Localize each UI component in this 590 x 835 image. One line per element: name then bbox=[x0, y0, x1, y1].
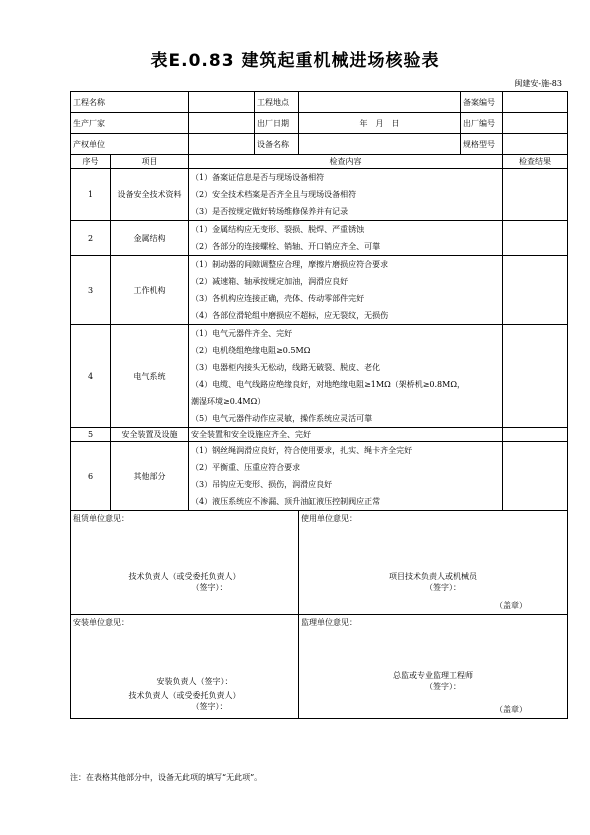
owner-unit-field[interactable] bbox=[189, 134, 255, 155]
check-line: （1）备案证信息是否与现场设备相符 bbox=[191, 173, 325, 182]
check-item-row bbox=[71, 428, 568, 442]
project-name-label: 工程名称 bbox=[71, 92, 189, 113]
form-title: 表E.0.83 建筑起重机械进场核验表 bbox=[150, 51, 440, 71]
result-field[interactable] bbox=[503, 428, 568, 442]
check-line: （3）吊钩应无变形、损伤，润滑应良好 bbox=[191, 480, 333, 489]
check-line: （4）各部位滑轮组中磨损应不超标，应无裂纹，无损伤 bbox=[191, 311, 389, 320]
form-code: 闽建安-施-83 bbox=[514, 79, 562, 88]
item-number: 1 bbox=[71, 169, 111, 221]
installer-opinion-title: 安装单位意见： bbox=[73, 618, 129, 627]
item-content bbox=[189, 256, 503, 325]
check-line: （2）各部分的连接螺栓、销轴、开口销应齐全、可靠 bbox=[191, 242, 381, 251]
footnote: 注：在表格其他部分中，设备无此项的填写“无此项”。 bbox=[70, 773, 263, 782]
item-number: 4 bbox=[71, 325, 111, 428]
user-seal-label: （盖章） bbox=[495, 601, 527, 610]
installer-signature-line1: 安装负责人（签字）： bbox=[156, 677, 233, 686]
item-content bbox=[189, 325, 503, 428]
check-line: （2）电机绕组绝缘电阻≥0.5MΩ bbox=[191, 346, 311, 355]
result-field[interactable] bbox=[503, 442, 568, 511]
check-line: （3）各机构应连接正确，壳体、传动零部件完好 bbox=[191, 294, 365, 303]
filing-number-label: 备案编号 bbox=[461, 92, 503, 113]
equipment-name-label: 设备名称 bbox=[255, 134, 299, 155]
model-spec-field[interactable] bbox=[503, 134, 568, 155]
lessor-signature-line1: 技术负责人（或受委托负责人） bbox=[128, 572, 241, 581]
check-line: （1）制动器的间隙调整应合理，摩擦片磨损应符合要求 bbox=[191, 260, 389, 269]
check-line: （2）减速箱、轴承按规定加油，润滑应良好 bbox=[191, 277, 349, 286]
manufacture-date-label: 出厂日期 bbox=[255, 113, 299, 134]
installer-signature-line2: 技术负责人（或受委托负责人） bbox=[128, 691, 241, 700]
project-location-field[interactable] bbox=[299, 92, 461, 113]
supervisor-opinion-cell[interactable] bbox=[299, 615, 568, 719]
item-number: 6 bbox=[71, 442, 111, 511]
check-line: （2）安全技术档案是否齐全且与现场设备相符 bbox=[191, 190, 357, 199]
item-content bbox=[189, 428, 503, 442]
installer-signature-line3: （签字）： bbox=[191, 702, 228, 711]
manufacture-date-field[interactable]: 年 月 日 bbox=[299, 113, 461, 134]
check-item-row bbox=[71, 442, 568, 511]
check-line: （1）电气元器件齐全、完好 bbox=[191, 329, 293, 338]
check-line: 安全装置和安全设施应齐全、完好 bbox=[191, 430, 311, 439]
check-item-row bbox=[71, 169, 568, 221]
manufacturer-label: 生产厂家 bbox=[71, 113, 189, 134]
lessor-opinion-title: 租赁单位意见： bbox=[73, 514, 129, 523]
check-line: （2）平衡重、压重应符合要求 bbox=[191, 463, 301, 472]
check-item-row bbox=[71, 221, 568, 256]
result-field[interactable] bbox=[503, 169, 568, 221]
model-spec-label: 规格型号 bbox=[461, 134, 503, 155]
check-line: （4）液压系统应不渗漏、顶升油缸液压控制阀应正常 bbox=[191, 497, 381, 506]
item-number: 3 bbox=[71, 256, 111, 325]
lessor-signature-line2: （签字）： bbox=[191, 583, 228, 592]
equipment-name-field[interactable] bbox=[299, 134, 461, 155]
supervisor-signature-line2: （签字）： bbox=[425, 682, 461, 691]
serial-number-field[interactable] bbox=[503, 113, 568, 134]
installer-opinion-cell[interactable] bbox=[71, 615, 299, 719]
result-field[interactable] bbox=[503, 221, 568, 256]
check-item-row bbox=[71, 256, 568, 325]
check-line: （4）电缆、电气线路应绝缘良好，对地绝缘电阻≥1MΩ（架桥机≥0.8MΩ， bbox=[191, 380, 465, 389]
header-item: 项目 bbox=[111, 155, 189, 169]
result-field[interactable] bbox=[503, 325, 568, 428]
item-name: 金属结构 bbox=[111, 221, 189, 256]
item-content bbox=[189, 169, 503, 221]
supervisor-opinion-title: 监理单位意见： bbox=[301, 618, 357, 627]
item-number: 5 bbox=[71, 428, 111, 442]
item-content bbox=[189, 221, 503, 256]
serial-number-label: 出厂编号 bbox=[461, 113, 503, 134]
item-name: 工作机构 bbox=[111, 256, 189, 325]
filing-number-field[interactable] bbox=[503, 92, 568, 113]
result-field[interactable] bbox=[503, 256, 568, 325]
item-content bbox=[189, 442, 503, 511]
inspection-table bbox=[70, 91, 568, 719]
header-no: 序号 bbox=[71, 155, 111, 169]
header-content: 检查内容 bbox=[189, 155, 503, 169]
header-result: 检查结果 bbox=[503, 155, 568, 169]
item-name: 安全装置及设施 bbox=[111, 428, 189, 442]
check-line: （3）电器柜内接头无松动，线路无破裂、脱皮、老化 bbox=[191, 363, 381, 372]
check-line: （1）金属结构应无变形、裂损、脱焊、严重锈蚀 bbox=[191, 225, 365, 234]
user-signature-line2: （签字）： bbox=[425, 583, 461, 592]
check-line: （5）电气元器件动作应灵敏，操作系统应灵活可靠 bbox=[191, 414, 373, 423]
supervisor-signature-line1: 总监或专业监理工程师 bbox=[393, 671, 473, 680]
owner-unit-label: 产权单位 bbox=[71, 134, 189, 155]
check-line: （3）是否按规定做好转场维修保养并有记录 bbox=[191, 207, 349, 216]
supervisor-seal-label: （盖章） bbox=[495, 705, 527, 714]
manufacturer-field[interactable] bbox=[189, 113, 255, 134]
project-location-label: 工程地点 bbox=[255, 92, 299, 113]
user-opinion-cell[interactable] bbox=[299, 511, 568, 615]
item-number: 2 bbox=[71, 221, 111, 256]
check-line: （1）钢丝绳润滑应良好，符合使用要求，扎实、绳卡齐全完好 bbox=[191, 446, 413, 455]
project-name-field[interactable] bbox=[189, 92, 255, 113]
user-opinion-title: 使用单位意见： bbox=[301, 514, 357, 523]
user-signature-line1: 项目技术负责人或机械员 bbox=[389, 572, 477, 581]
check-line: 潮湿环境≥0.4MΩ） bbox=[191, 397, 266, 406]
item-name: 电气系统 bbox=[111, 325, 189, 428]
lessor-opinion-cell[interactable] bbox=[71, 511, 299, 615]
check-item-row bbox=[71, 325, 568, 428]
item-name: 设备安全技术资料 bbox=[111, 169, 189, 221]
item-name: 其他部分 bbox=[111, 442, 189, 511]
